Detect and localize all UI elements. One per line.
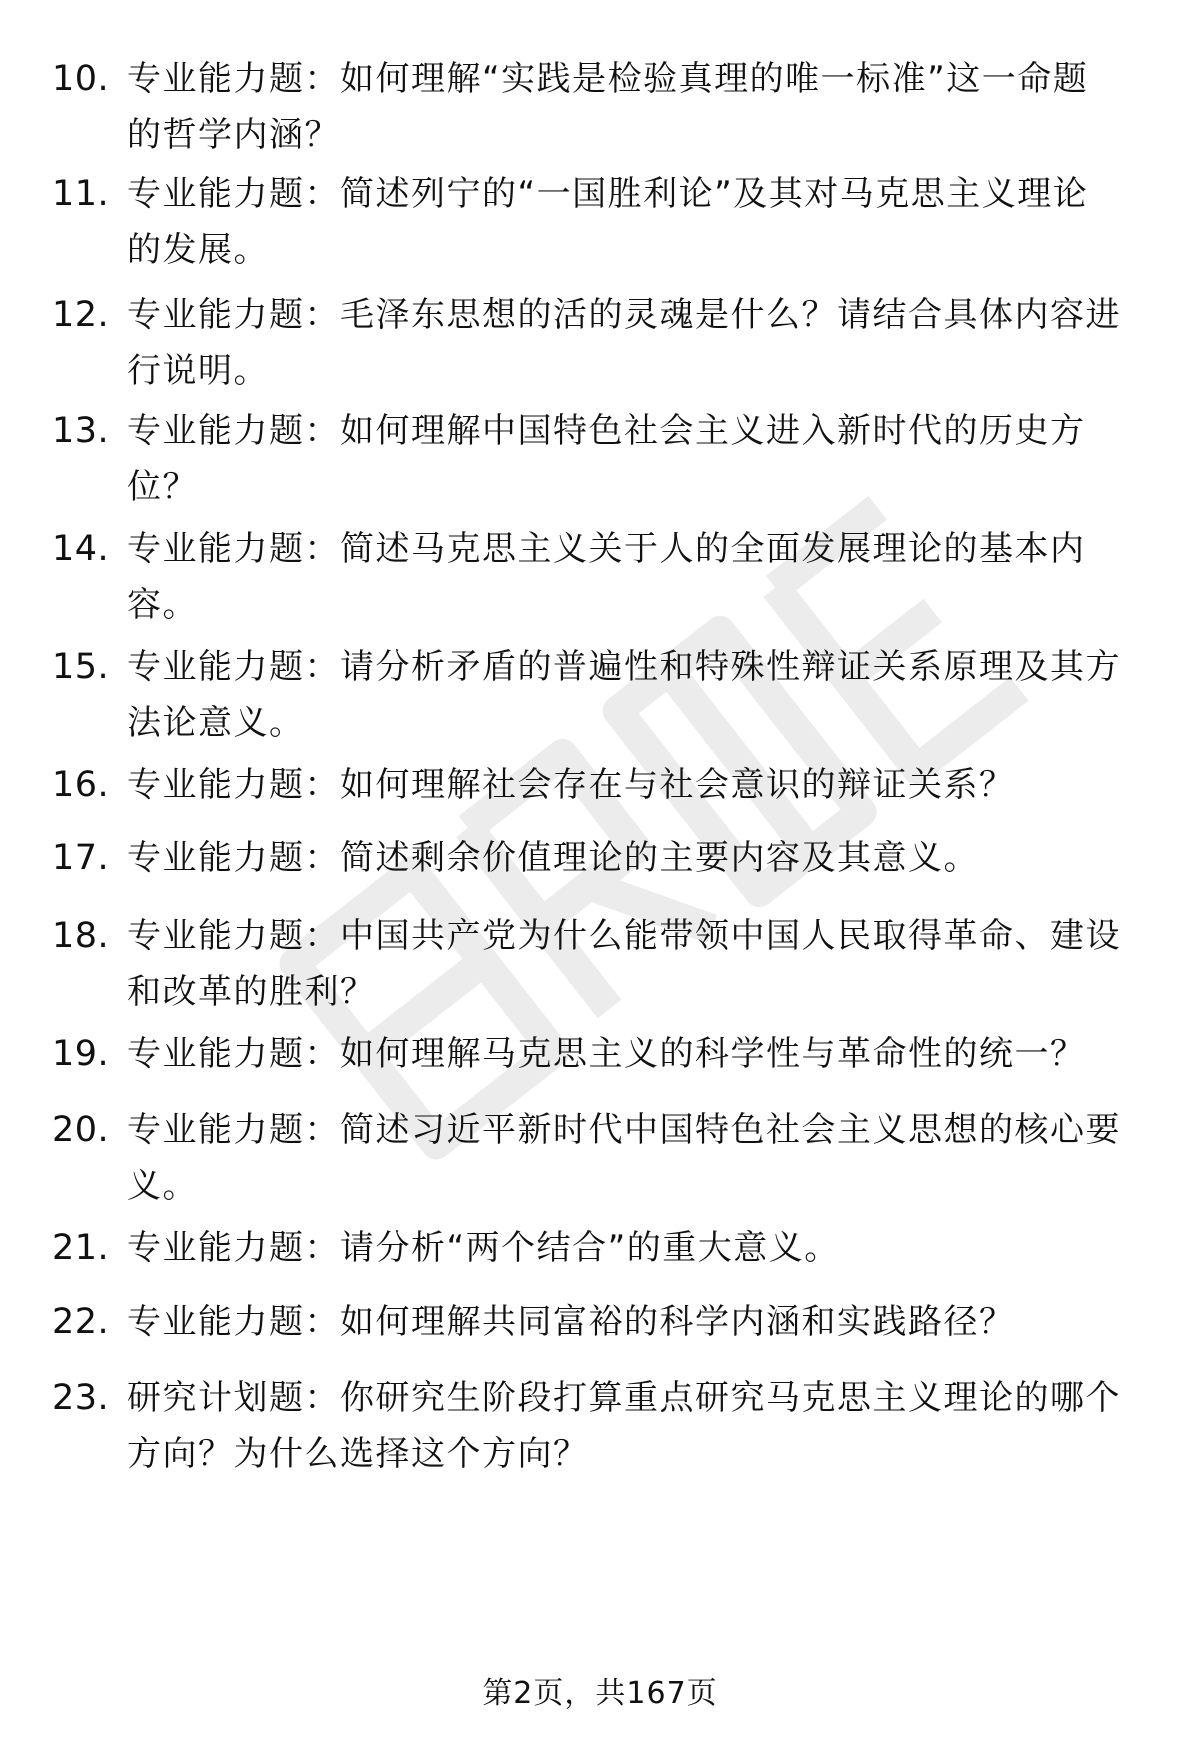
question-line: 专业能力题：请分析“两个结合”的重大意义。: [127, 1228, 840, 1268]
question-line: 方向？为什么选择这个方向？: [127, 1434, 589, 1474]
question-line: 专业能力题：简述习近平新时代中国特色社会主义思想的核心要: [127, 1110, 1121, 1150]
question-text: [127, 166, 1147, 278]
question-line: 义。: [127, 1166, 198, 1206]
question-line: 专业能力题：如何理解马克思主义的科学性与革命性的统一？: [127, 1034, 1086, 1074]
question-number: 13.: [52, 411, 110, 451]
question-number: 12.: [52, 295, 110, 335]
question-line: 行说明。: [127, 351, 269, 391]
question-line: 专业能力题：简述剩余价值理论的主要内容及其意义。: [127, 838, 979, 878]
question-text: [127, 639, 1147, 751]
question-number: 19.: [52, 1034, 110, 1074]
question-line: 专业能力题：如何理解社会存在与社会意识的辩证关系？: [127, 765, 1015, 805]
question-text: [127, 403, 1147, 515]
question-text: [127, 1026, 1147, 1082]
question-line: 专业能力题：中国共产党为什么能带领中国人民取得革命、建设: [127, 916, 1121, 956]
question-number: 16.: [52, 765, 110, 805]
question-number: 18.: [52, 916, 110, 956]
question-line: 研究计划题：你研究生阶段打算重点研究马克思主义理论的哪个: [127, 1378, 1121, 1418]
question-line: 位？: [127, 467, 198, 507]
question-text: [127, 521, 1147, 633]
question-line: 专业能力题：如何理解“实践是检验真理的唯一标准”这一命题: [127, 59, 1089, 99]
question-number: 23.: [52, 1378, 110, 1418]
question-text: [127, 908, 1147, 1020]
page-footer: 第2页，共167页: [482, 1676, 718, 1711]
question-line: 的哲学内涵？: [127, 115, 340, 155]
question-line: 专业能力题：如何理解共同富裕的科学内涵和实践路径？: [127, 1302, 1015, 1342]
question-line: 的发展。: [127, 230, 269, 270]
question-number: 20.: [52, 1110, 110, 1150]
question-line: 法论意义。: [127, 703, 305, 743]
question-number: 14.: [52, 529, 110, 569]
question-line: 和改革的胜利？: [127, 972, 376, 1012]
question-text: [127, 1370, 1147, 1482]
question-number: 21.: [52, 1228, 110, 1268]
question-text: [127, 757, 1147, 813]
question-line: 容。: [127, 585, 198, 625]
question-text: [127, 287, 1147, 399]
question-line: 专业能力题：毛泽东思想的活的灵魂是什么？请结合具体内容进: [127, 295, 1121, 335]
question-number: 17.: [52, 838, 110, 878]
question-line: 专业能力题：简述马克思主义关于人的全面发展理论的基本内: [127, 529, 1086, 569]
question-text: [127, 1220, 1147, 1276]
question-text: [127, 1102, 1147, 1214]
question-text: [127, 51, 1147, 163]
question-number: 10.: [52, 59, 110, 99]
question-number: 11.: [52, 174, 110, 214]
question-text: [127, 1294, 1147, 1350]
question-line: 专业能力题：请分析矛盾的普遍性和特殊性辩证关系原理及其方: [127, 647, 1121, 687]
question-number: 15.: [52, 647, 110, 687]
question-line: 专业能力题：如何理解中国特色社会主义进入新时代的历史方: [127, 411, 1086, 451]
question-line: 专业能力题：简述列宁的“一国胜利论”及其对马克思主义理论: [127, 174, 1089, 214]
question-text: [127, 830, 1147, 886]
question-number: 22.: [52, 1302, 110, 1342]
